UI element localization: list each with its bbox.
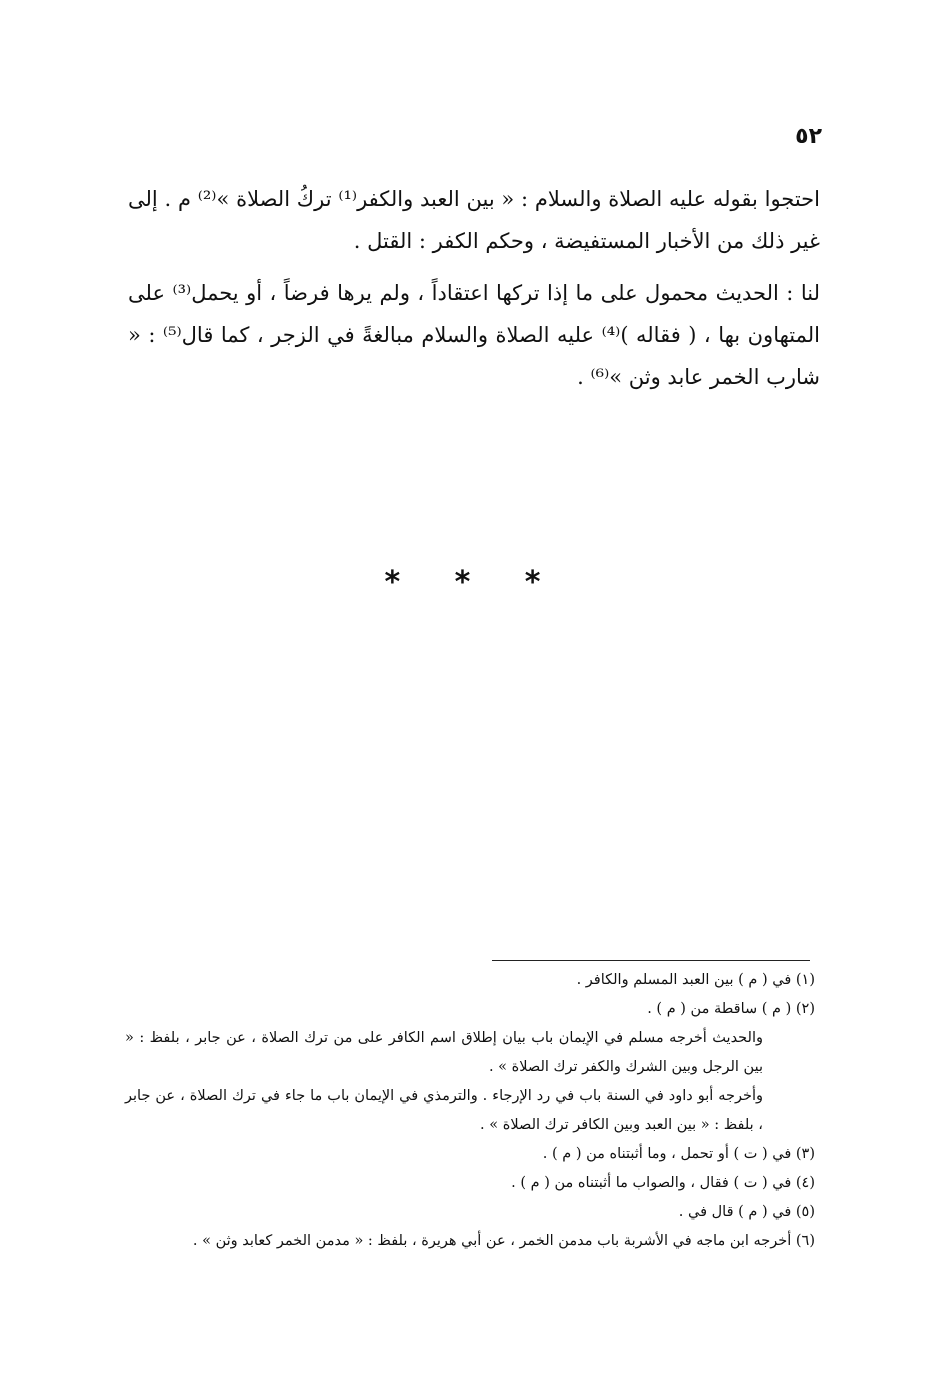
page-number: ٥٢	[795, 124, 822, 149]
footnote-6: (٦) أخرجه ابن ماجه في الأشربة باب مدمن الخمر ، عن أبي هريرة ، بلفظ : « مدمن الخمر كعابد وثن » .	[192, 1233, 815, 1249]
footnote-2-muslim: والحديث أخرجه مسلم في الإيمان باب بيان إطلاق اسم الكافر على من ترك الصلاة ، عن جابر ، بلفظ : « بين الرجل وبين الشرك والكفر ترك الصلاة » .	[125, 1030, 763, 1075]
paragraph-response: لنا : الحديث محمول على ما إذا تركها اعتقاداً ، ولم يرها فرضاً ، أو يحمل⁽³⁾ على المتهاون بها ، ( فقاله )⁽⁴⁾ عليه الصلاة والسلام مبالغةً في الزجر ، كما قال⁽⁵⁾ : « شارب الخمر عابد وثن »⁽⁶⁾ .	[128, 281, 820, 389]
section-separator: * * *	[384, 565, 563, 600]
footnote-3: (٣) في ( ت ) أو تحمل ، وما أثبتناه من ( م ) .	[542, 1146, 815, 1162]
footnote-4: (٤) في ( ت ) فقال ، والصواب ما أثبتناه من ( م ) .	[511, 1175, 815, 1191]
main-text	[128, 178, 820, 408]
footnote-rule	[492, 960, 810, 961]
footnotes	[125, 966, 815, 1256]
paragraph-argument: احتجوا بقوله عليه الصلاة والسلام : « بين العبد والكفر⁽¹⁾ تركُ الصلاة »⁽²⁾ م . إلى غير ذلك من الأخبار المستفيضة ، وحكم الكفر : القتل .	[128, 187, 821, 253]
footnote-2: (٢) ( م ) ساقطة من ( م ) .	[647, 1001, 815, 1017]
footnote-1: (١) في ( م ) بين العبد المسلم والكافر .	[576, 972, 815, 988]
footnote-5: (٥) في ( م ) قال في .	[678, 1204, 815, 1220]
footnote-2-abudawud: وأخرجه أبو داود في السنة باب في رد الإرجاء . والترمذي في الإيمان باب ما جاء في ترك الصلاة ، عن جابر ، بلفظ : « بين العبد وبين الكافر ترك الصلاة » .	[125, 1088, 763, 1133]
